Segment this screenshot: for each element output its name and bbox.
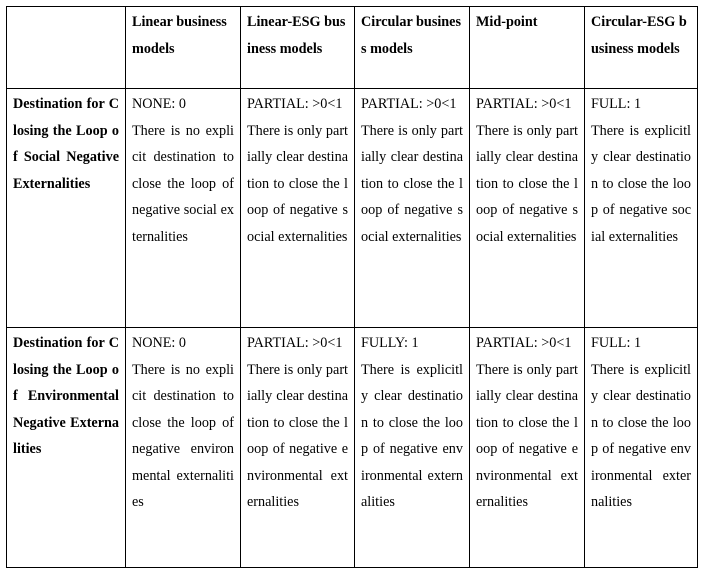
table-cell xyxy=(355,89,470,328)
cell-score: PARTIAL: >0<1 xyxy=(476,335,572,351)
column-header-circular-esg: Circular-ESG business models xyxy=(585,7,698,89)
header-row xyxy=(7,7,698,89)
table-cell xyxy=(241,328,355,568)
cell-description: There is no explicit destination to close the loop of negative social externalities xyxy=(132,122,234,245)
cell-score: NONE: 0 xyxy=(132,96,186,112)
cell-description: There is only partially clear destination to close the loop of negative environmental externalities xyxy=(247,361,348,510)
cell-score: NONE: 0 xyxy=(132,335,186,351)
table-cell xyxy=(585,328,698,568)
cell-description: There is only partially clear destination to close the loop of negative social externalities xyxy=(361,122,463,245)
row-header-social: Destination for Closing the Loop of Social Negative Externalities xyxy=(7,89,126,328)
cell-description: There is explicitly clear destination to close the loop of negative social externalities xyxy=(591,122,691,245)
cell-description: There is explicitly clear destination to close the loop of negative environmental externalities xyxy=(361,361,463,510)
table-cell xyxy=(241,89,355,328)
cell-description: There is only partially clear destination to close the loop of negative social externalities xyxy=(476,122,578,245)
table-row xyxy=(7,328,698,568)
cell-description: There is only partially clear destination to close the loop of negative environmental externalities xyxy=(476,361,578,510)
row-header-environmental: Destination for Closing the Loop of Environmental Negative Externalities xyxy=(7,328,126,568)
corner-cell xyxy=(7,7,126,89)
column-header-mid-point: Mid-point xyxy=(470,7,585,89)
column-header-linear-esg: Linear-ESG business models xyxy=(241,7,355,89)
table-cell xyxy=(470,328,585,568)
comparison-table xyxy=(6,6,698,568)
cell-score: PARTIAL: >0<1 xyxy=(247,335,343,351)
table-row xyxy=(7,89,698,328)
table-cell xyxy=(470,89,585,328)
cell-description: There is explicitly clear destination to close the loop of negative environmental externalities xyxy=(591,361,691,510)
cell-score: PARTIAL: >0<1 xyxy=(361,96,457,112)
table-cell xyxy=(126,328,241,568)
column-header-circular: Circular business models xyxy=(355,7,470,89)
cell-description: There is no explicit destination to close the loop of negative environmental externalities xyxy=(132,361,234,510)
table-cell xyxy=(355,328,470,568)
cell-score: FULL: 1 xyxy=(591,335,642,351)
table-cell xyxy=(126,89,241,328)
table-cell xyxy=(585,89,698,328)
cell-score: PARTIAL: >0<1 xyxy=(476,96,572,112)
cell-score: FULL: 1 xyxy=(591,96,642,112)
cell-score: FULLY: 1 xyxy=(361,335,419,351)
column-header-linear: Linear business models xyxy=(126,7,241,89)
cell-description: There is only partially clear destination to close the loop of negative social externalities xyxy=(247,122,348,245)
cell-score: PARTIAL: >0<1 xyxy=(247,96,343,112)
